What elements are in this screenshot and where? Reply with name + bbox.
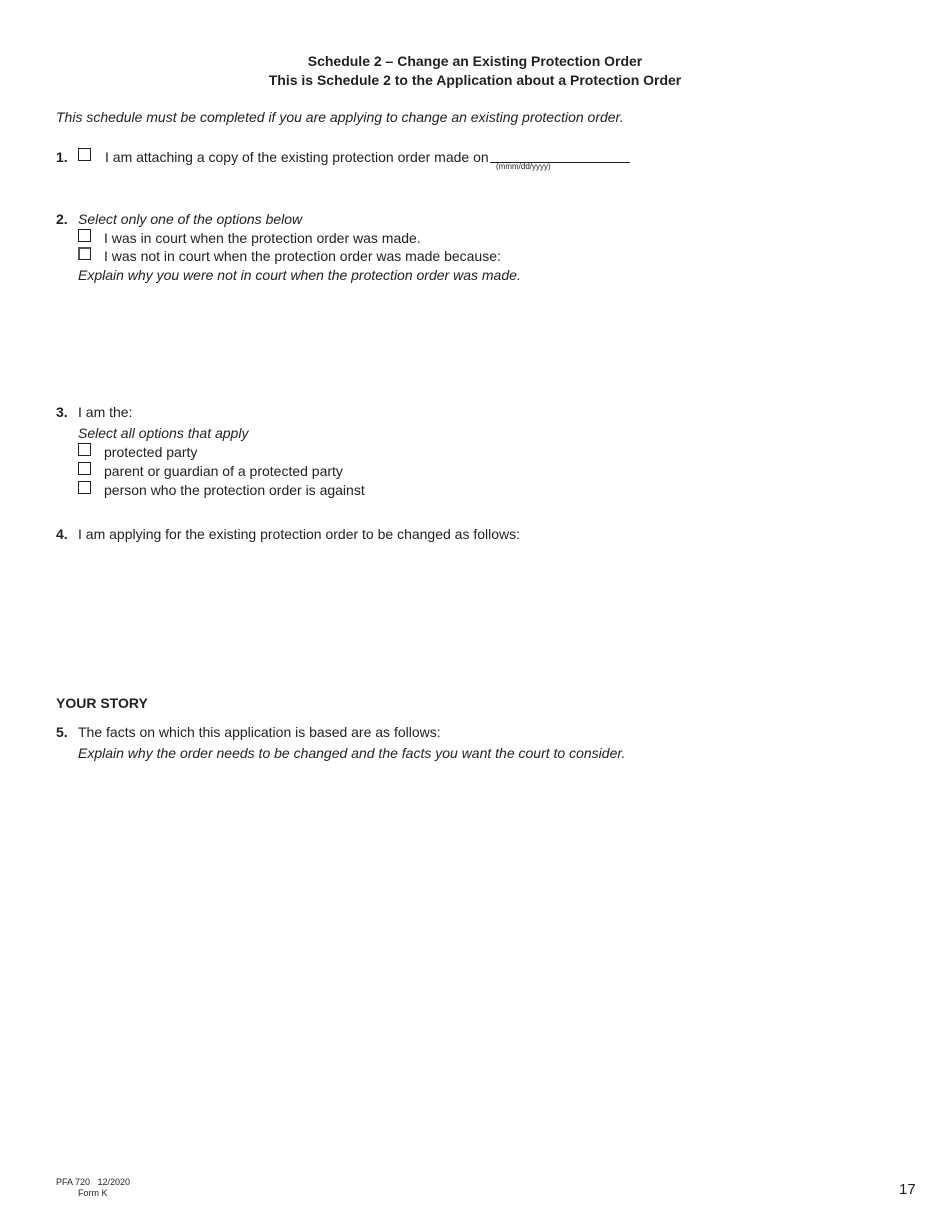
attach-order-checkbox[interactable]	[78, 148, 91, 161]
parent-guardian-label: parent or guardian of a protected party	[104, 463, 343, 479]
question-5-explain: Explain why the order needs to be changed and the facts you want the court to consider.	[78, 745, 626, 761]
question-4-number: 4.	[56, 526, 68, 542]
question-3-instruction: Select all options that apply	[78, 425, 249, 441]
page-title: Schedule 2 – Change an Existing Protection Order	[307, 53, 643, 69]
intro-text: This schedule must be completed if you are applying to change an existing protection order.	[56, 109, 624, 125]
form-code: PFA 720 12/2020	[56, 1177, 131, 1187]
protected-party-label: protected party	[104, 444, 198, 460]
form-name: Form K	[78, 1188, 108, 1198]
date-format-hint: (mmm/dd/yyyy)	[496, 162, 551, 171]
order-against-label: person who the protection order is against	[104, 482, 365, 498]
order-date-field[interactable]	[490, 148, 630, 163]
question-3-text: I am the:	[78, 404, 133, 420]
protected-party-checkbox[interactable]	[78, 443, 91, 456]
in-court-checkbox[interactable]	[78, 229, 91, 242]
not-in-court-label: I was not in court when the protection order was made because:	[104, 248, 501, 264]
question-1-number: 1.	[56, 149, 68, 165]
order-against-checkbox[interactable]	[78, 481, 91, 494]
parent-guardian-checkbox[interactable]	[78, 462, 91, 475]
question-4-text: I am applying for the existing protection order to be changed as follows:	[78, 526, 521, 542]
not-in-court-checkbox[interactable]	[78, 247, 91, 260]
not-in-court-explain: Explain why you were not in court when the protection order was made.	[78, 267, 521, 283]
question-2-instruction: Select only one of the options below	[78, 211, 303, 227]
question-3-number: 3.	[56, 404, 68, 420]
question-1-text: I am attaching a copy of the existing protection order made on	[105, 149, 489, 165]
in-court-label: I was in court when the protection order was made.	[104, 230, 421, 246]
question-5-number: 5.	[56, 724, 68, 740]
page-number: 17	[899, 1181, 916, 1198]
question-5-text: The facts on which this application is based are as follows:	[78, 724, 441, 740]
question-2-number: 2.	[56, 211, 68, 227]
your-story-heading: YOUR STORY	[56, 695, 148, 711]
page-subtitle: This is Schedule 2 to the Application about a Protection Order	[268, 72, 682, 88]
